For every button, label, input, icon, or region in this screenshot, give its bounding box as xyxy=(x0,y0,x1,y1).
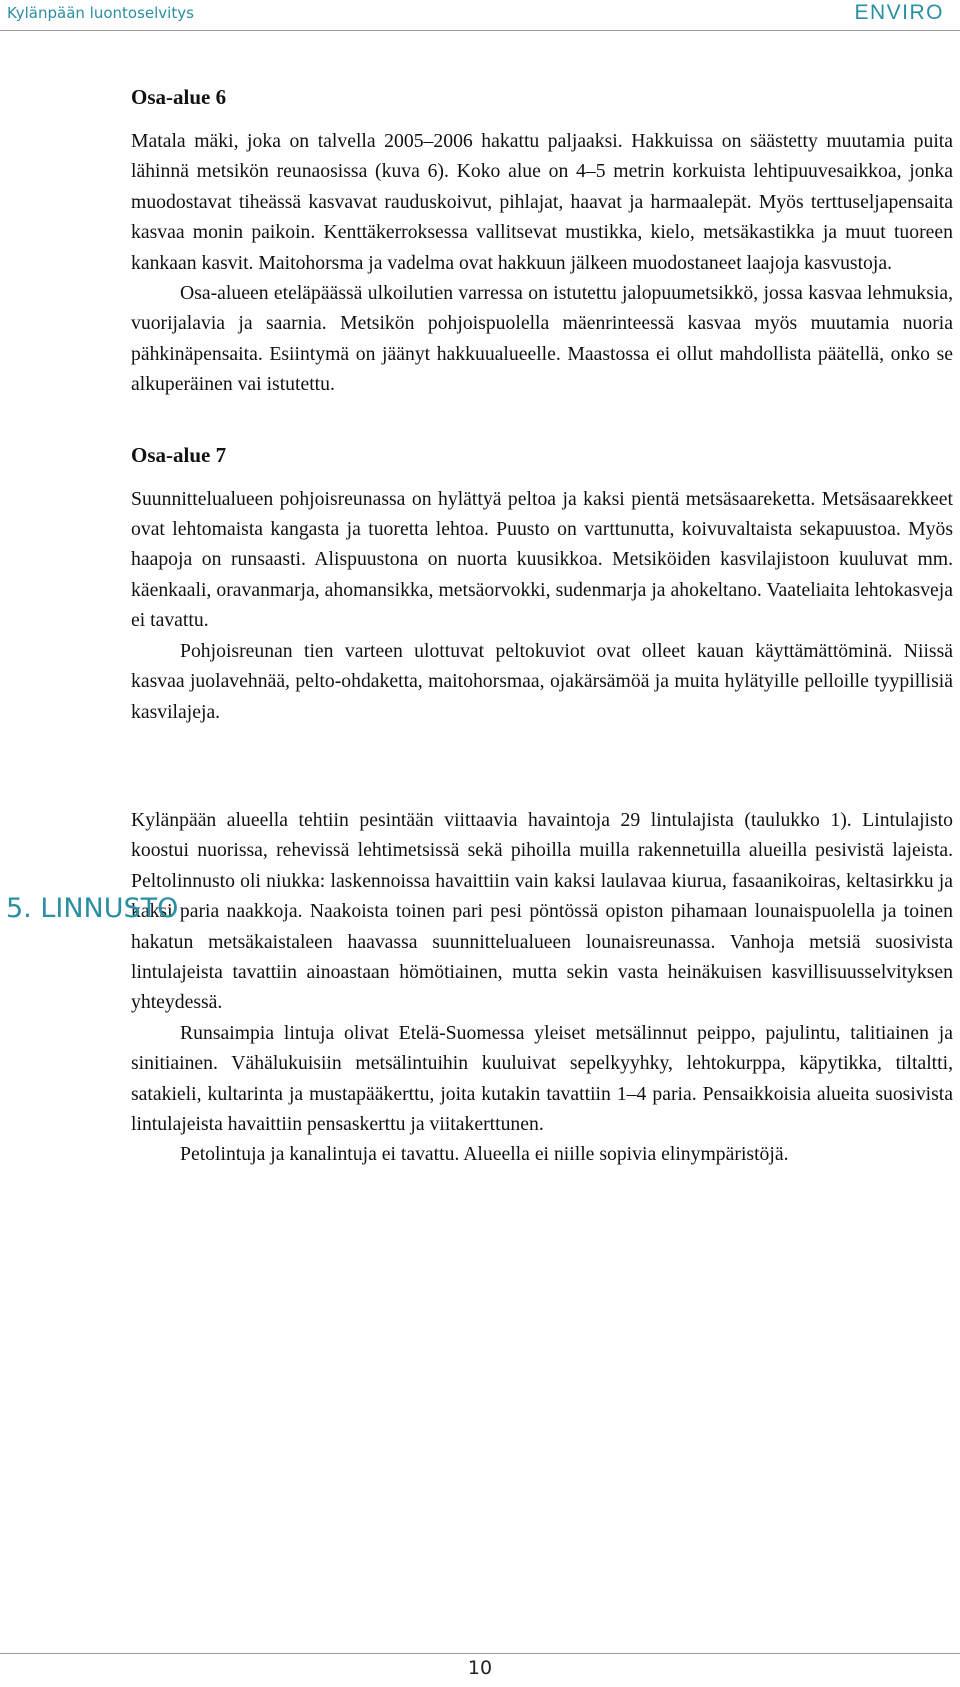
enviro-logo: ENVIRO xyxy=(854,1,944,24)
paragraph: Runsaimpia lintuja olivat Etelä-Suomessa yleiset metsälinnut peippo, pajulintu, talitiainen ja sinitiainen. Vähälukuisiin metsälintuihin kuuluivat sepelkyyhky, lehtokurppa, käpytikka, tiltaltti, satakieli, kultarinta ja mustapääkerttu, joita kutakin tavattiin 1–4 paria. Pensaikkoisia alueita suosivista lintulajeista havaittiin pensaskerttu ja viitakerttunen. xyxy=(131,1021,953,1135)
page-header xyxy=(0,0,960,31)
page-number: 10 xyxy=(467,1657,493,1679)
paragraph: Osa-alueen eteläpäässä ulkoilutien varressa on istutettu jalopuumetsikkö, jossa kasvaa lehmuksia, vuorijalavia ja saarnia. Metsikön pohjoispuolella mäenrinteessä kasvaa myös muutamia nuoria pähkinäpensaita. Esiintymä on jäänyt hakkuualueelle. Maastossa ei ollut mahdollista päätellä, onko se alkuperäinen vai istutettu. xyxy=(131,282,953,396)
paragraph: Petolintuja ja kanalintuja ei tavattu. Alueella ei niille sopivia elinympäristöjä. xyxy=(180,1143,789,1166)
paragraph: Matala mäki, joka on talvella 2005–2006 hakattu paljaaksi. Hakkuissa on säästetty muutamia puita lähinnä metsikön reunaosissa (kuva 6). Koko alue on 4–5 metrin korkuista lehtipuuvesaikkoa, jonka muodostavat tiheässä kasvavat rauduskoivut, pihlajat, haavat ja harmaalepät. Myös terttuseljapensaita kasvaa monin paikoin. Kenttäkerroksessa vallitsevat mustikka, kielo, metsäkastikka ja muut tuoreen kankaan kasvit. Maitohorsma ja vadelma ovat hakkuun jälkeen muodostaneet laajoja kasvustoja. xyxy=(131,130,953,274)
paragraph: Suunnittelualueen pohjoisreunassa on hylättyä peltoa ja kaksi pientä metsäsaareketta. Metsäsaarekkeet ovat lehtomaista kangasta ja tuoretta lehtoa. Puusto on varttunutta, koivuvaltaista sekapuustoa. Myös haapoja on runsaasti. Alispuustona on nuorta kuusikkoa. Metsiköiden kasvilajistoon kuuluvat mm. käenkaali, oravanmarja, ahomansikka, metsäorvokki, sudenmarja ja ahokeltano. Vaateliaita lehtokasveja ei tavattu. xyxy=(131,487,953,632)
main-content xyxy=(131,82,953,1170)
section-heading-osa-alue-7: Osa-alue 7 xyxy=(131,442,227,467)
footer-divider xyxy=(0,1653,960,1654)
paragraph: Kylänpään alueella tehtiin pesintään viittaavia havaintoja 29 lintulajista (taulukko 1). Lintulajisto koostui nuorissa, rehevissä lehtimetsissä sekä pihoilla muilla rakennetuilla alueilla pesivistä lajeista. Peltolinnusto oli niukka: laskennoissa havaittiin vain kaksi laulavaa kiurua, fasaanikoiras, keltasirkku ja kaksi paria naakkoja. Naakoista toinen pari pesi pöntössä opiston pihamaan lounaispuolella ja toinen hakatun metsäkaistaleen haavassa suunnittelualueen lounaisreunassa. Vanhoja metsiä suosivista lintulajeista tavattiin ainoastaan hömötiainen, mutta sekin vasta heinäkuisen kasvillisuusselvityksen yhteydessä. xyxy=(131,808,953,1014)
document-title: Kylänpään luontoselvitys xyxy=(7,4,194,22)
section-heading-osa-alue-6: Osa-alue 6 xyxy=(131,85,227,109)
paragraph: Pohjoisreunan tien varteen ulottuvat peltokuviot ovat olleet kauan käyttämättöminä. Niissä kasvaa juolavehnää, pelto-ohdaketta, maitohorsmaa, ojakärsämöä ja muita hylätyille pelloille tyypillisiä kasvilajeja. xyxy=(131,639,953,723)
chapter-heading-linnusto: 5. LINNUSTO xyxy=(6,893,179,924)
